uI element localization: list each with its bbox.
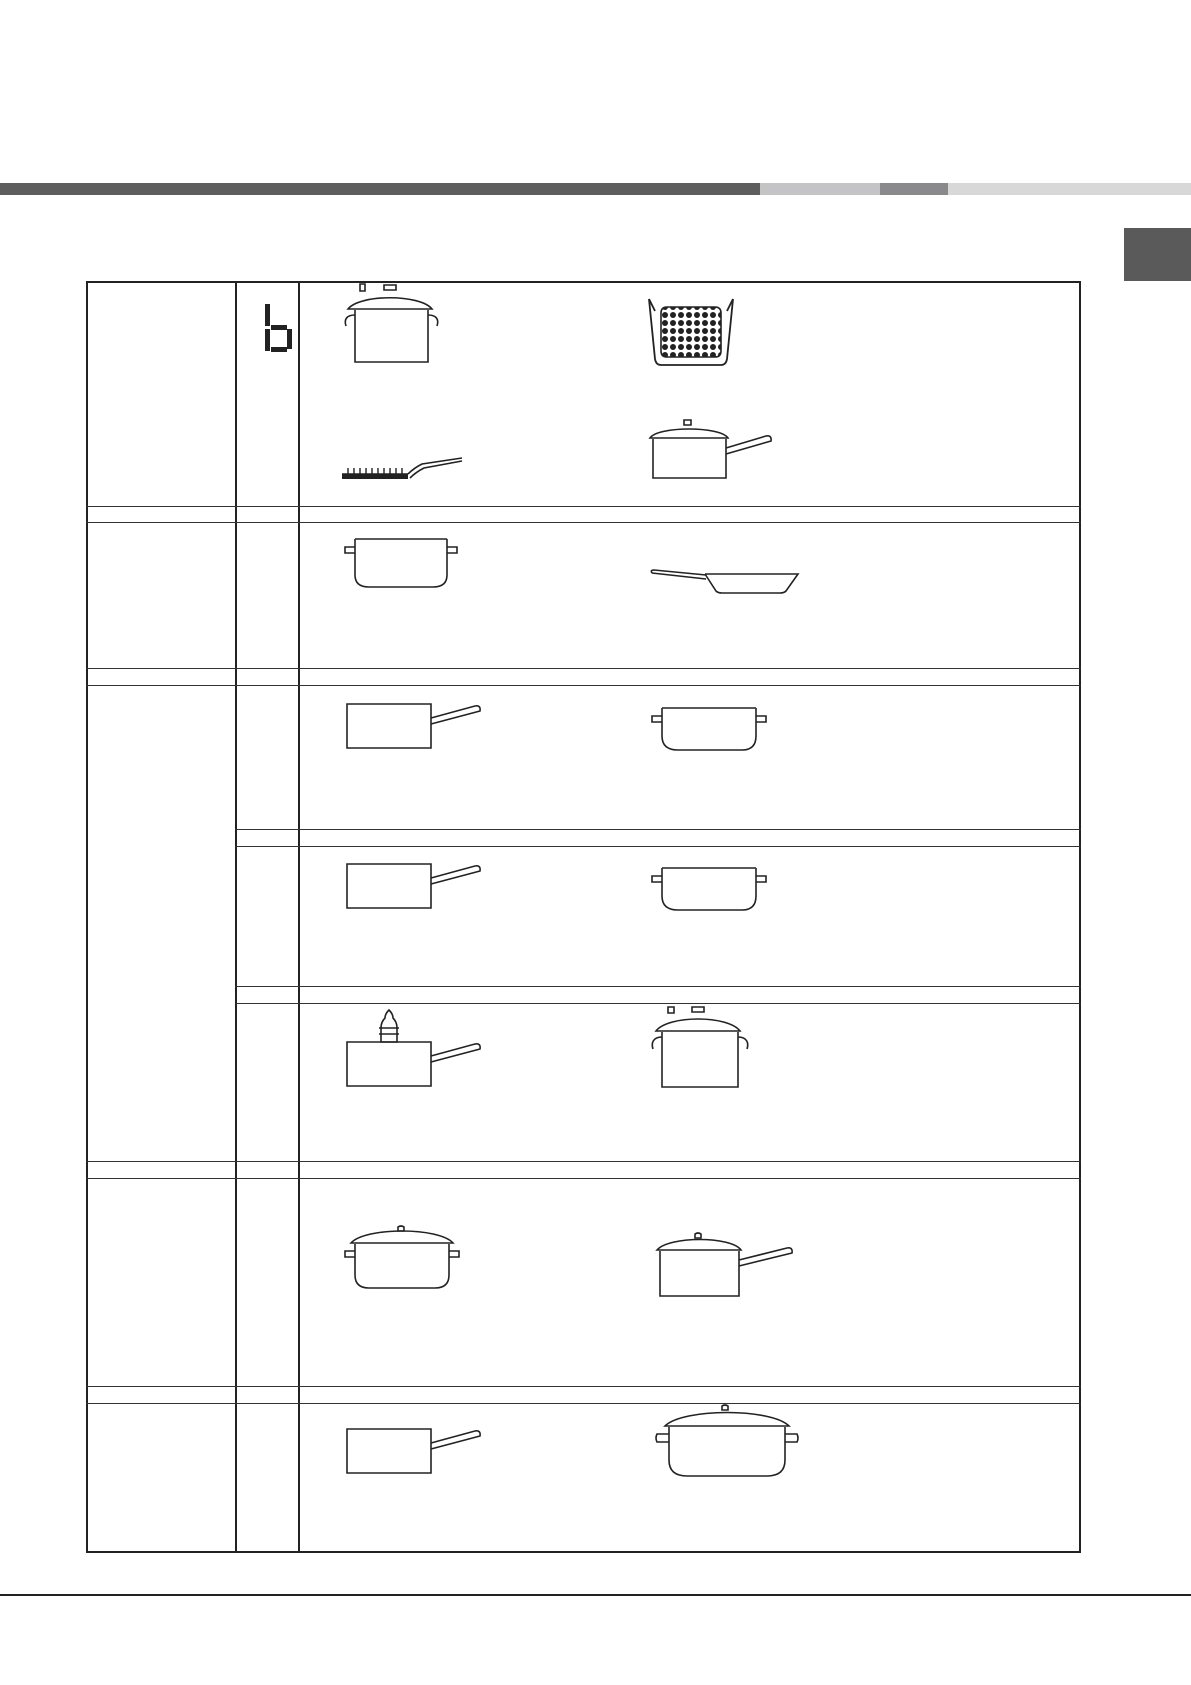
row-separator	[86, 668, 1081, 669]
casserole-pot-icon	[343, 535, 463, 590]
large-casserole-with-lid-icon	[653, 1404, 803, 1480]
section-tab	[1124, 228, 1191, 281]
row-separator	[86, 1403, 1081, 1404]
row-separator	[86, 506, 1081, 507]
footer-rule	[0, 1594, 1191, 1596]
sub-row-separator	[235, 846, 1081, 847]
row-separator	[86, 685, 1081, 686]
sub-row-separator	[235, 829, 1081, 830]
column-divider-1	[235, 281, 237, 1553]
saucepan-icon	[345, 700, 483, 752]
grill-pan-icon	[340, 452, 465, 482]
column-divider-2	[298, 281, 300, 1553]
row-separator	[86, 1161, 1081, 1162]
saucepan-icon	[345, 860, 483, 912]
header-bar-pale	[948, 183, 1191, 195]
saucepan-with-lid-icon	[648, 418, 773, 483]
display-symbol-b-icon	[264, 303, 294, 353]
stockpot-with-lid-icon	[648, 1005, 753, 1090]
frying-pan-icon	[650, 567, 800, 595]
sub-row-separator	[235, 1003, 1081, 1004]
casserole-pot-icon	[650, 706, 772, 752]
saucepan-with-baby-bottle-icon	[345, 1008, 483, 1090]
row-separator	[86, 522, 1081, 523]
row-separator	[86, 1178, 1081, 1179]
saucepan-with-lid-icon	[655, 1232, 795, 1300]
row-separator	[86, 1386, 1081, 1387]
header-bar-light	[760, 183, 880, 195]
casserole-with-lid-icon	[343, 1225, 463, 1291]
sub-row-separator	[235, 986, 1081, 987]
header-bar-dark	[0, 183, 760, 195]
casserole-pot-icon	[650, 866, 772, 912]
fry-basket-icon	[645, 295, 737, 367]
header-bar-mid	[880, 183, 948, 195]
stockpot-with-lid-icon	[340, 282, 445, 368]
saucepan-icon	[345, 1425, 483, 1477]
